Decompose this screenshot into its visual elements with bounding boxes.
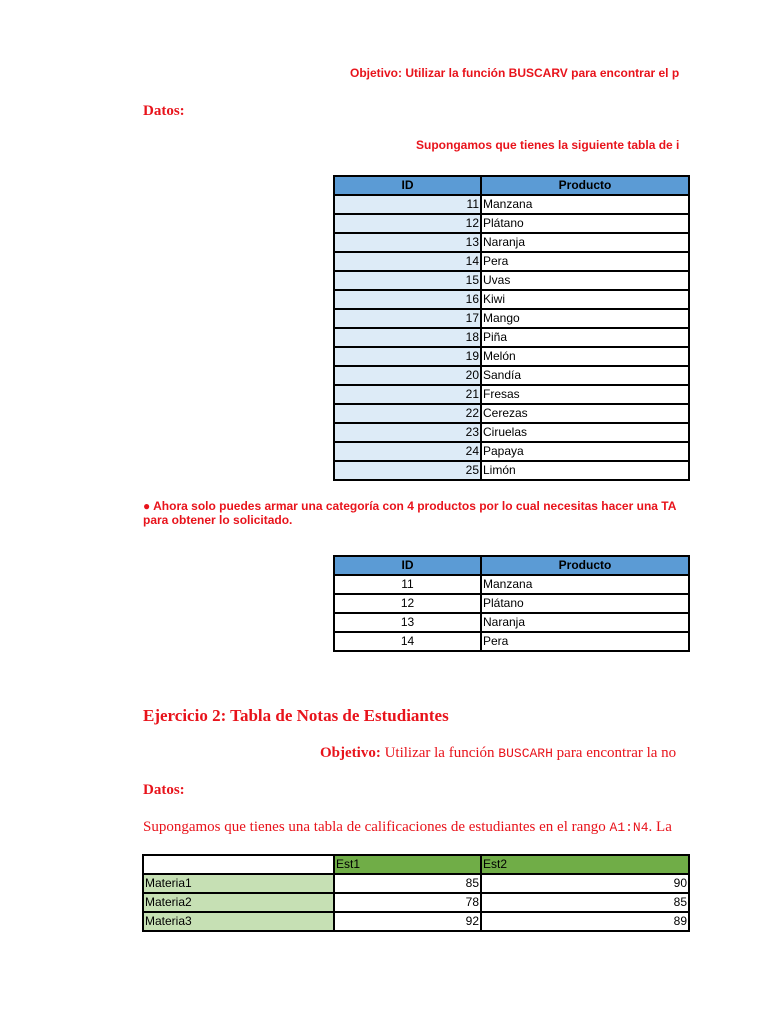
- product-cell: Papaya: [481, 442, 689, 461]
- product-cell: Manzana: [481, 195, 689, 214]
- product-cell: Ciruelas: [481, 423, 689, 442]
- id-cell: 12: [334, 214, 481, 233]
- grades-header-est1: Est1: [334, 855, 481, 874]
- id-cell: 13: [334, 613, 481, 632]
- table-row: [334, 328, 689, 347]
- id-cell: 12: [334, 594, 481, 613]
- header-id: ID: [334, 176, 481, 195]
- section2-title: Ejercicio 2: Tabla de Notas de Estudiantes: [143, 706, 449, 725]
- product-cell: Pera: [481, 252, 689, 271]
- table-row: [334, 252, 689, 271]
- table-row: [143, 912, 689, 931]
- products-table: [333, 175, 690, 481]
- subject-cell: Materia2: [143, 893, 334, 912]
- table-row: [143, 874, 689, 893]
- suppose2-part-a: Supongamos que tienes una tabla de calificaciones de estudiantes en el rango: [143, 819, 610, 835]
- header-producto: Producto: [481, 556, 689, 575]
- note-line-2: para obtener lo solicitado.: [143, 513, 293, 527]
- table-row: [334, 214, 689, 233]
- product-cell: Mango: [481, 309, 689, 328]
- product-cell: Naranja: [481, 613, 689, 632]
- table-row: [334, 594, 689, 613]
- id-cell: 18: [334, 328, 481, 347]
- id-cell: 17: [334, 309, 481, 328]
- note-line-1: ● Ahora solo puedes armar una categoría con 4 productos por lo cual necesitas hacer una TA: [143, 499, 677, 513]
- grade-cell: 85: [481, 893, 689, 912]
- suppose-text: Supongamos que tienes la siguiente tabla de i: [416, 138, 680, 152]
- product-cell: Plátano: [481, 214, 689, 233]
- id-cell: 19: [334, 347, 481, 366]
- grade-cell: 78: [334, 893, 481, 912]
- subject-cell: Materia3: [143, 912, 334, 931]
- objective-text: Objetivo: Utilizar la función BUSCARV para encontrar el p: [350, 66, 680, 80]
- objective2-text: [320, 745, 676, 762]
- header-producto: Producto: [481, 176, 689, 195]
- id-cell: 25: [334, 461, 481, 480]
- product-cell: Limón: [481, 461, 689, 480]
- objective2-label: Objetivo:: [320, 745, 381, 761]
- id-cell: 15: [334, 271, 481, 290]
- id-cell: 22: [334, 404, 481, 423]
- grades-corner-cell: [143, 855, 334, 874]
- suppose2-code: A1:N4: [609, 820, 649, 835]
- id-cell: 13: [334, 233, 481, 252]
- grade-cell: 89: [481, 912, 689, 931]
- suppose2-text: [143, 819, 672, 836]
- table-row: [334, 575, 689, 594]
- table-row: [334, 366, 689, 385]
- datos2-label: Datos:: [143, 782, 185, 798]
- id-cell: 16: [334, 290, 481, 309]
- id-cell: 14: [334, 632, 481, 651]
- table-row: [334, 404, 689, 423]
- id-cell: 21: [334, 385, 481, 404]
- table-row: [143, 893, 689, 912]
- table-row: [334, 347, 689, 366]
- grades-header-est2: Est2: [481, 855, 689, 874]
- product-cell: Melón: [481, 347, 689, 366]
- table-row: [334, 290, 689, 309]
- product-cell: Plátano: [481, 594, 689, 613]
- id-cell: 11: [334, 575, 481, 594]
- product-cell: Fresas: [481, 385, 689, 404]
- table-row: [334, 271, 689, 290]
- grade-cell: 92: [334, 912, 481, 931]
- product-cell: Uvas: [481, 271, 689, 290]
- table-row: [334, 385, 689, 404]
- product-cell: Manzana: [481, 575, 689, 594]
- table-row: [334, 233, 689, 252]
- table-row: [334, 309, 689, 328]
- grade-cell: 90: [481, 874, 689, 893]
- id-cell: 14: [334, 252, 481, 271]
- objective2-part-b: para encontrar la no: [552, 745, 677, 761]
- id-cell: 11: [334, 195, 481, 214]
- datos-label: Datos:: [143, 103, 185, 119]
- product-cell: Piña: [481, 328, 689, 347]
- table-row: [334, 632, 689, 651]
- category-table: [333, 555, 690, 652]
- grades-table: [142, 854, 690, 932]
- table-row: [334, 613, 689, 632]
- objective2-code: BUSCARH: [498, 746, 553, 761]
- product-cell: Pera: [481, 632, 689, 651]
- objective2-part-a: Utilizar la función: [380, 745, 499, 761]
- table-row: [334, 461, 689, 480]
- header-id: ID: [334, 556, 481, 575]
- id-cell: 20: [334, 366, 481, 385]
- product-cell: Cerezas: [481, 404, 689, 423]
- id-cell: 24: [334, 442, 481, 461]
- subject-cell: Materia1: [143, 874, 334, 893]
- table-row: [334, 442, 689, 461]
- suppose2-part-b: . La: [648, 819, 672, 835]
- table-row: [334, 423, 689, 442]
- grade-cell: 85: [334, 874, 481, 893]
- table-row: [334, 195, 689, 214]
- product-cell: Naranja: [481, 233, 689, 252]
- product-cell: Kiwi: [481, 290, 689, 309]
- id-cell: 23: [334, 423, 481, 442]
- product-cell: Sandía: [481, 366, 689, 385]
